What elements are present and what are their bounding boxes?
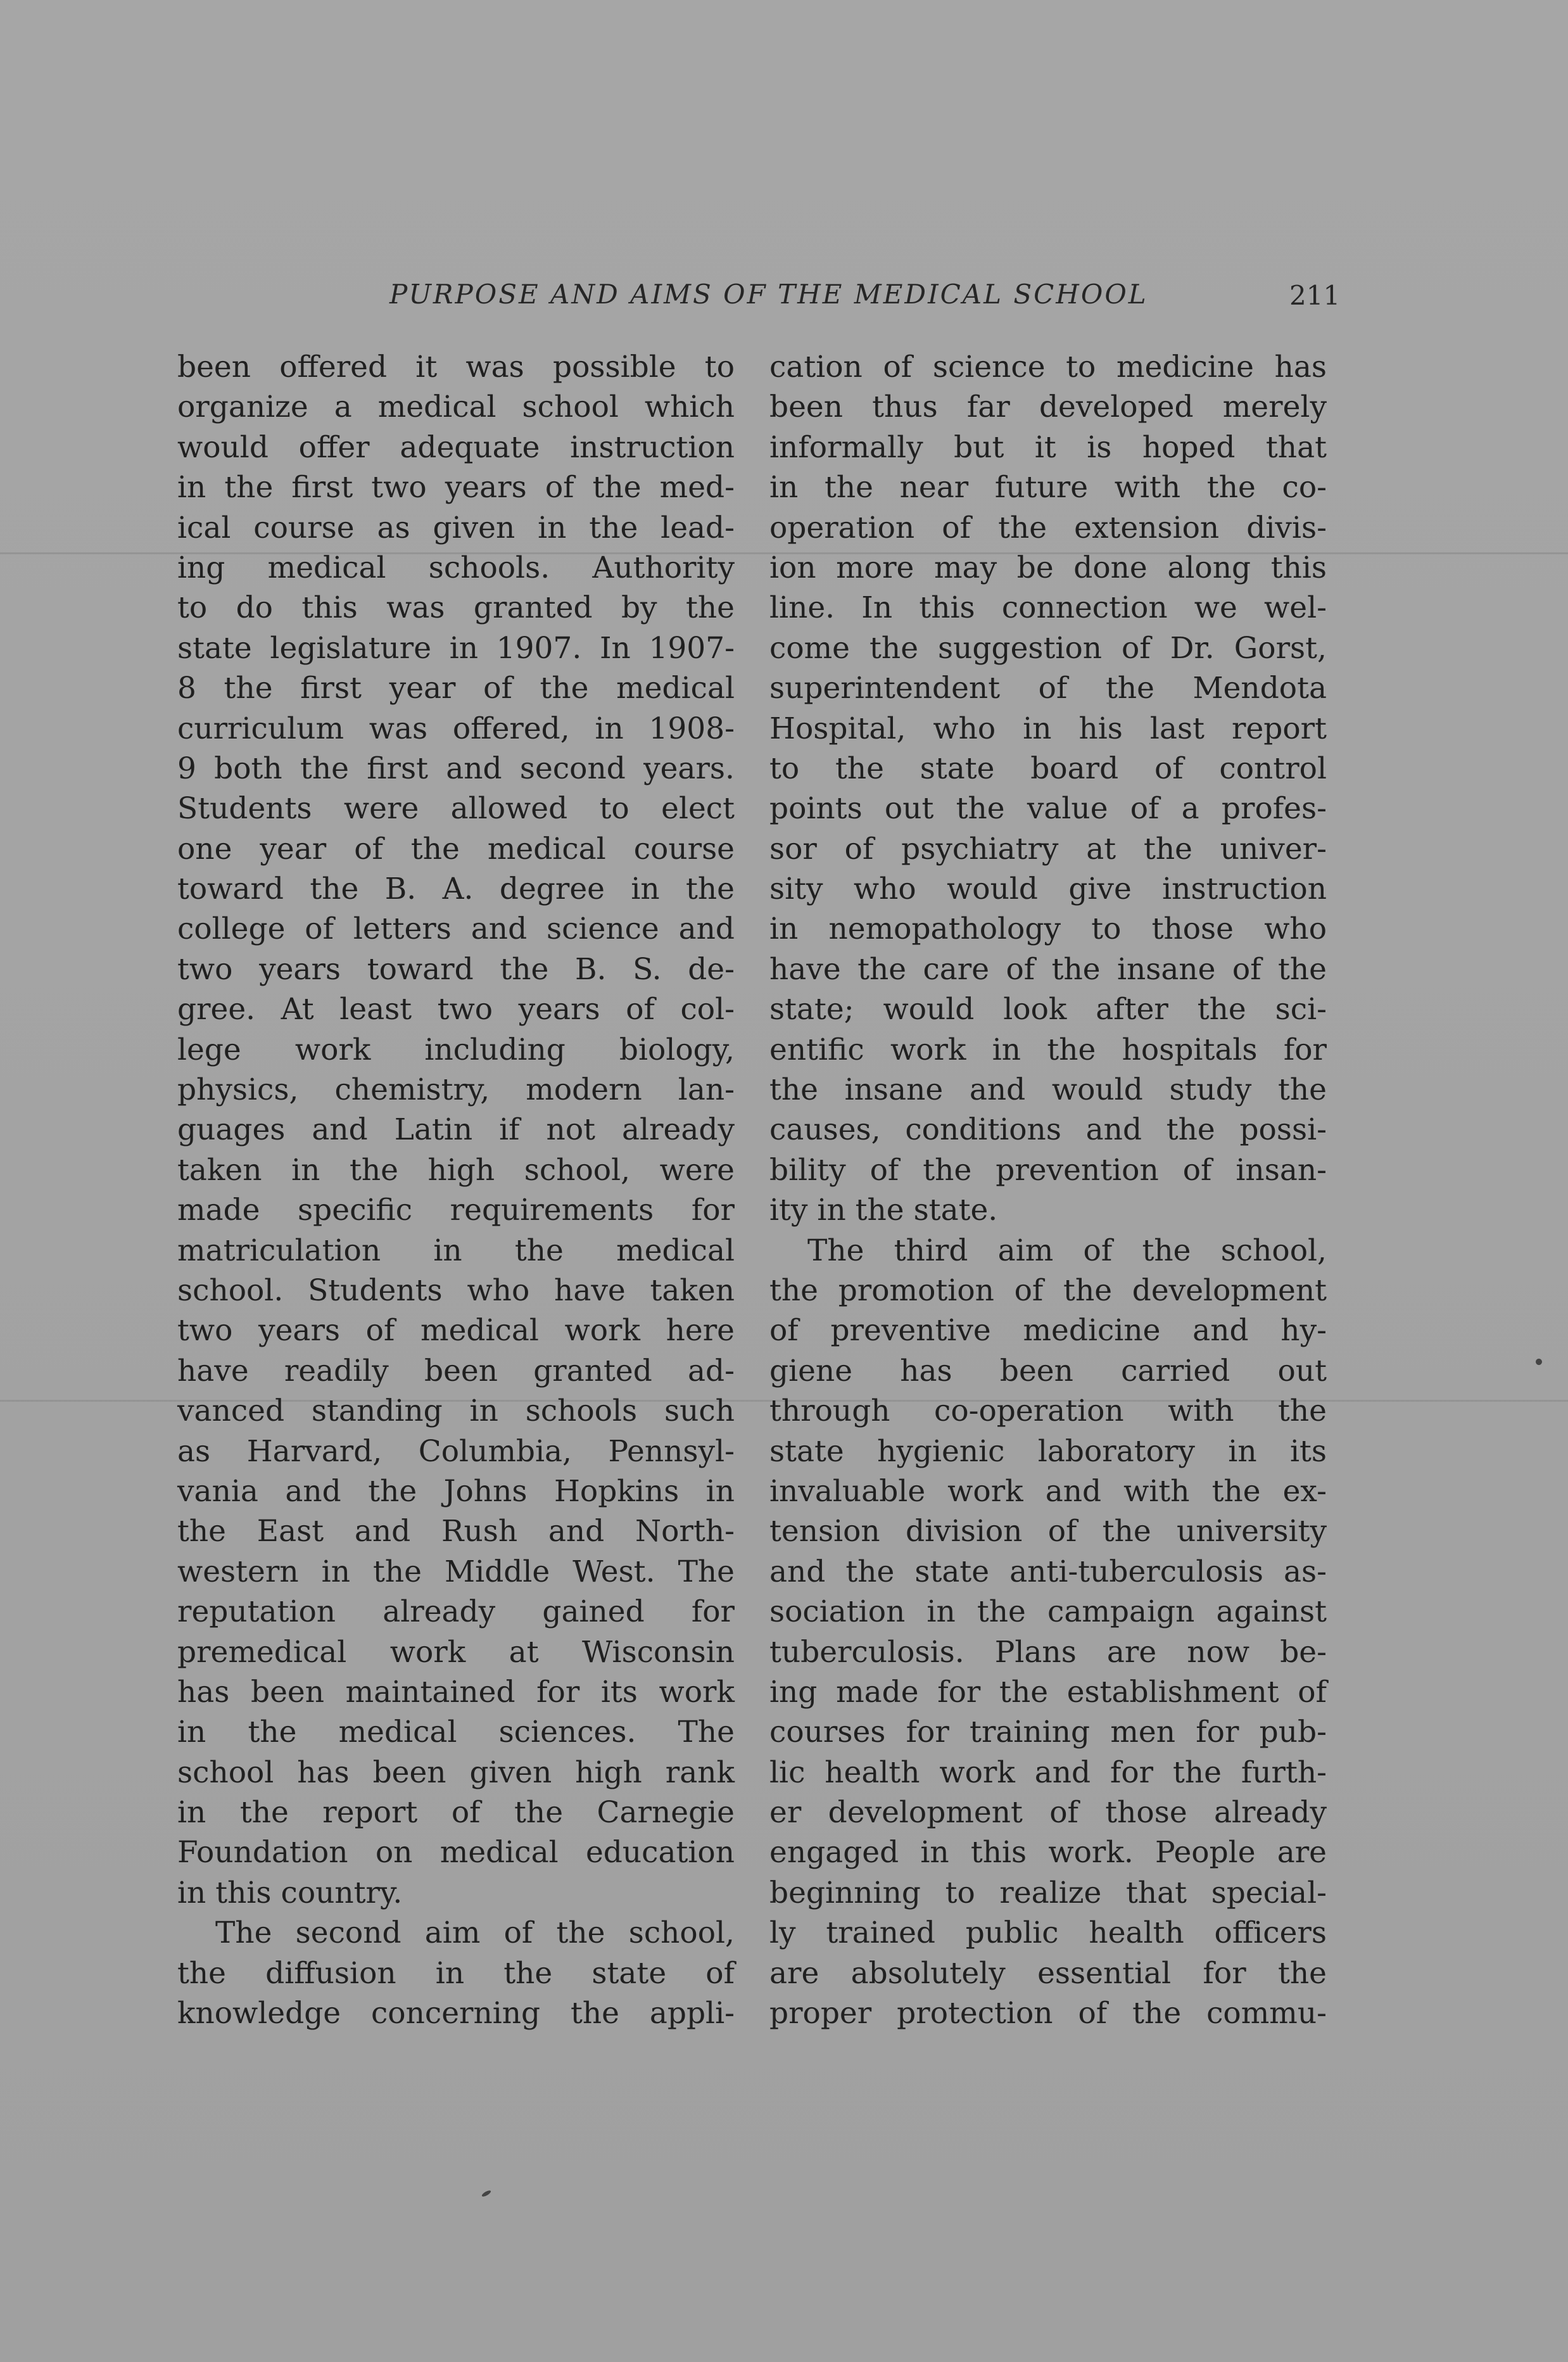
- text-line: school has been given high rank: [177, 1755, 735, 1790]
- text-line: come the suggestion of Dr. Gorst,: [769, 630, 1327, 666]
- text-line: one year of the medical course: [177, 831, 735, 867]
- text-line: entific work in the hospitals for: [769, 1032, 1327, 1067]
- text-line: superintendent of the Mendota: [769, 671, 1327, 706]
- text-line: reputation already gained for: [177, 1594, 735, 1630]
- text-line: made specific requirements for: [177, 1193, 735, 1228]
- text-line: ity in the state.: [769, 1193, 998, 1228]
- text-line: bility of the prevention of insan-: [769, 1152, 1327, 1188]
- text-line: would offer adequate instruction: [177, 429, 735, 465]
- text-line: been thus far developed merely: [769, 390, 1327, 425]
- text-line: sor of psychiatry at the univer-: [769, 831, 1327, 867]
- text-line: state legislature in 1907. In 1907-: [177, 630, 735, 666]
- page-number: 211: [1289, 280, 1341, 311]
- text-line: ly trained public health officers: [769, 1915, 1327, 1951]
- text-line: has been maintained for its work: [177, 1674, 735, 1710]
- text-line: vania and the Johns Hopkins in: [177, 1473, 735, 1509]
- text-line: in nemopathology to those who: [769, 911, 1327, 947]
- text-line: invaluable work and with the ex-: [769, 1473, 1327, 1509]
- text-line: the East and Rush and North-: [177, 1514, 735, 1549]
- text-line: cation of science to medicine has: [769, 350, 1327, 384]
- text-line: Hospital, who in his last report: [769, 711, 1327, 746]
- text-line: Students were allowed to elect: [177, 791, 735, 827]
- text-line: courses for training men for pub-: [769, 1715, 1327, 1750]
- text-line: in this country.: [177, 1875, 403, 1910]
- text-line: in the medical sciences. The: [177, 1715, 735, 1750]
- text-line: ical course as given in the lead-: [177, 510, 735, 545]
- text-line: informally but it is hoped that: [769, 429, 1327, 465]
- text-line: and the state anti-tuberculosis as-: [769, 1554, 1327, 1589]
- left-text-column: [177, 347, 735, 2033]
- text-line: state hygienic laboratory in its: [769, 1433, 1327, 1469]
- text-line: toward the B. A. degree in the: [177, 872, 735, 907]
- text-line: the insane and would study the: [769, 1072, 1327, 1108]
- text-line: guages and Latin if not already: [177, 1112, 735, 1148]
- text-line: in the near future with the co-: [769, 470, 1327, 505]
- text-line: The third aim of the school,: [807, 1233, 1327, 1268]
- text-line: two years toward the B. S. de-: [177, 951, 735, 987]
- text-line: sociation in the campaign against: [769, 1594, 1327, 1630]
- text-line: gree. At least two years of col-: [177, 992, 735, 1027]
- text-line: tension division of the university: [769, 1514, 1327, 1549]
- text-line: points out the value of a profes-: [769, 791, 1327, 827]
- text-line: have the care of the insane of the: [769, 951, 1327, 987]
- text-line: matriculation in the medical: [177, 1233, 735, 1268]
- text-line: vanced standing in schools such: [177, 1394, 735, 1429]
- text-line: ing medical schools. Authority: [177, 550, 735, 585]
- text-line: lic health work and for the furth-: [769, 1755, 1327, 1790]
- text-line: of preventive medicine and hy-: [769, 1313, 1327, 1349]
- text-line: taken in the high school, were: [177, 1152, 735, 1188]
- right-text-column: [769, 347, 1327, 2033]
- ink-speck: [1534, 1357, 1543, 1366]
- text-line: causes, conditions and the possi-: [769, 1112, 1327, 1148]
- text-line: 8 the first year of the medical: [177, 671, 735, 706]
- text-line: two years of medical work here: [177, 1313, 735, 1349]
- text-line: college of letters and science and: [177, 911, 735, 947]
- text-line: The second aim of the school,: [215, 1915, 735, 1951]
- text-line: premedical work at Wisconsin: [177, 1634, 735, 1670]
- text-line: been offered it was possible to: [177, 350, 735, 384]
- text-line: school. Students who have taken: [177, 1273, 735, 1308]
- text-line: are absolutely essential for the: [769, 1955, 1327, 1991]
- text-line: giene has been carried out: [769, 1353, 1327, 1388]
- text-line: beginning to realize that special-: [769, 1875, 1327, 1910]
- text-line: the diffusion in the state of: [177, 1955, 735, 1991]
- text-line: sity who would give instruction: [769, 872, 1327, 907]
- text-line: in the report of the Carnegie: [177, 1795, 735, 1831]
- text-line: ing made for the establishment of: [769, 1674, 1327, 1710]
- text-line: knowledge concerning the appli-: [177, 1996, 735, 2031]
- text-line: er development of those already: [769, 1795, 1327, 1831]
- text-line: to the state board of control: [769, 751, 1327, 786]
- text-line: western in the Middle West. The: [177, 1554, 735, 1589]
- text-line: in the first two years of the med-: [177, 470, 735, 505]
- text-line: the promotion of the development: [769, 1273, 1327, 1308]
- text-line: have readily been granted ad-: [177, 1353, 735, 1388]
- text-line: state; would look after the sci-: [769, 992, 1327, 1027]
- text-line: 9 both the first and second years.: [177, 751, 735, 786]
- text-line: Foundation on medical education: [177, 1835, 735, 1870]
- text-line: lege work including biology,: [177, 1032, 735, 1067]
- text-line: organize a medical school which: [177, 390, 735, 425]
- text-line: line. In this connection we wel-: [769, 590, 1327, 626]
- text-line: as Harvard, Columbia, Pennsyl-: [177, 1433, 735, 1469]
- text-line: tuberculosis. Plans are now be-: [769, 1634, 1327, 1670]
- text-line: operation of the extension divis-: [769, 510, 1327, 545]
- ink-smudge: [481, 2189, 492, 2197]
- text-line: through co-operation with the: [769, 1394, 1327, 1429]
- text-line: physics, chemistry, modern lan-: [177, 1072, 735, 1108]
- page-header: [0, 279, 1568, 323]
- text-line: engaged in this work. People are: [769, 1835, 1327, 1870]
- text-line: ion more may be done along this: [769, 550, 1327, 585]
- text-line: curriculum was offered, in 1908-: [177, 711, 735, 746]
- text-line: to do this was granted by the: [177, 590, 735, 626]
- text-line: proper protection of the commu-: [769, 1996, 1327, 2031]
- running-title: PURPOSE AND AIMS OF THE MEDICAL SCHOOL: [389, 279, 1148, 310]
